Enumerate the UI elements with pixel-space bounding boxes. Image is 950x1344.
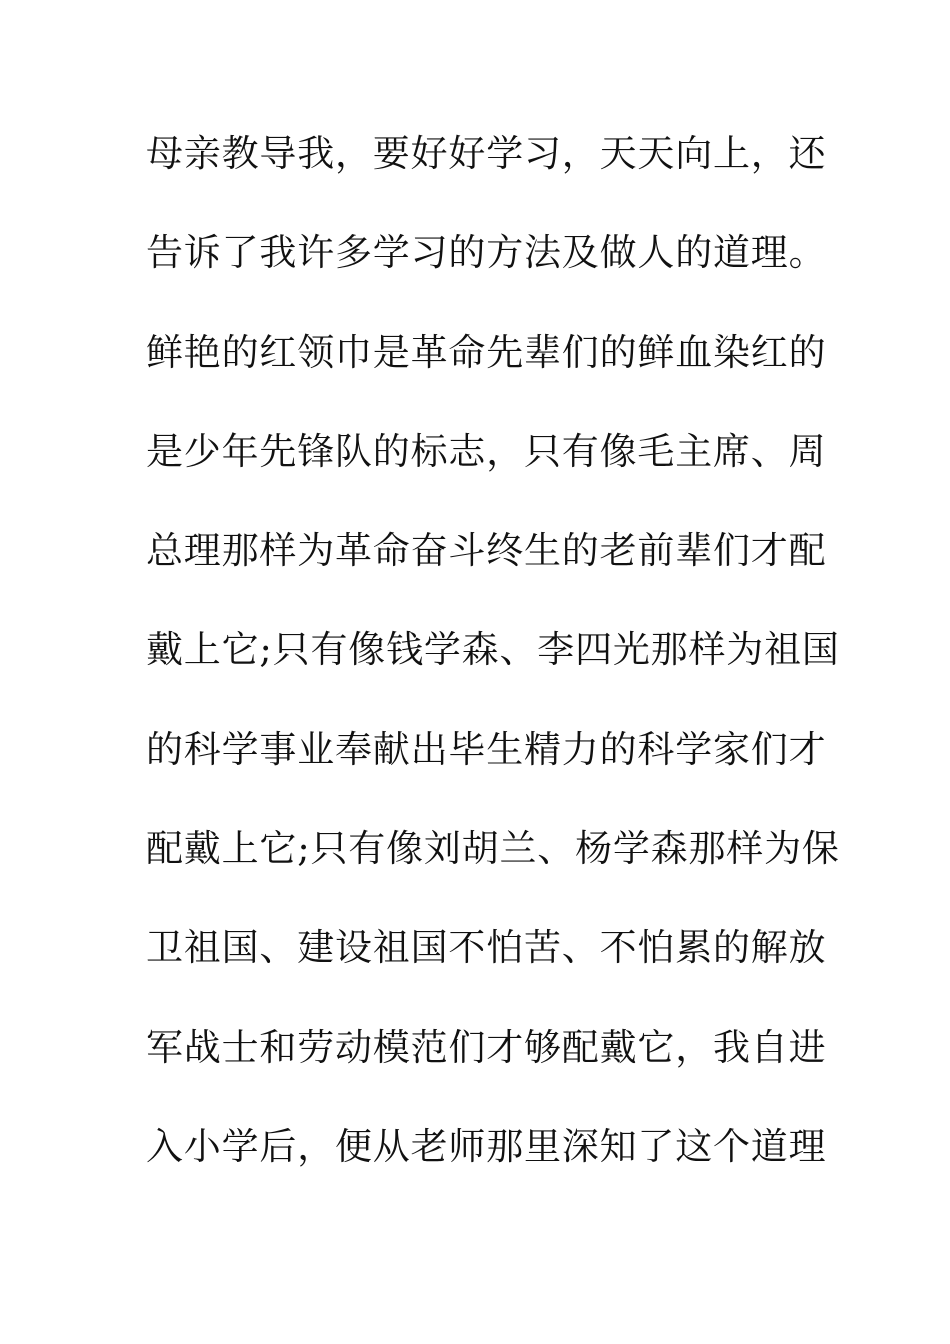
text-line: 告诉了我许多学习的方法及做人的道理。 — [146, 231, 827, 275]
text-line: 的科学事业奉献出毕生精力的科学家们才 — [146, 727, 827, 771]
text-line: 配戴上它;只有像刘胡兰、杨学森那样为保 — [146, 827, 840, 871]
text-line: 是少年先锋队的标志，只有像毛主席、周 — [146, 429, 827, 473]
text-line: 戴上它;只有像钱学森、李四光那样为祖国 — [146, 628, 840, 672]
text-line: 入小学后，便从老师那里深知了这个道理 — [146, 1124, 827, 1168]
text-line: 卫祖国、建设祖国不怕苦、不怕累的解放 — [146, 926, 827, 970]
body-text — [146, 121, 840, 1213]
text-line: 鲜艳的红领巾是革命先辈们的鲜血染红的 — [146, 330, 827, 374]
text-line: 母亲教导我，要好好学习，天天向上，还 — [146, 132, 827, 175]
text-line: 总理那样为革命奋斗终生的老前辈们才配 — [146, 529, 827, 573]
text-line: 军战士和劳动模范们才够配戴它，我自进 — [146, 1025, 827, 1069]
